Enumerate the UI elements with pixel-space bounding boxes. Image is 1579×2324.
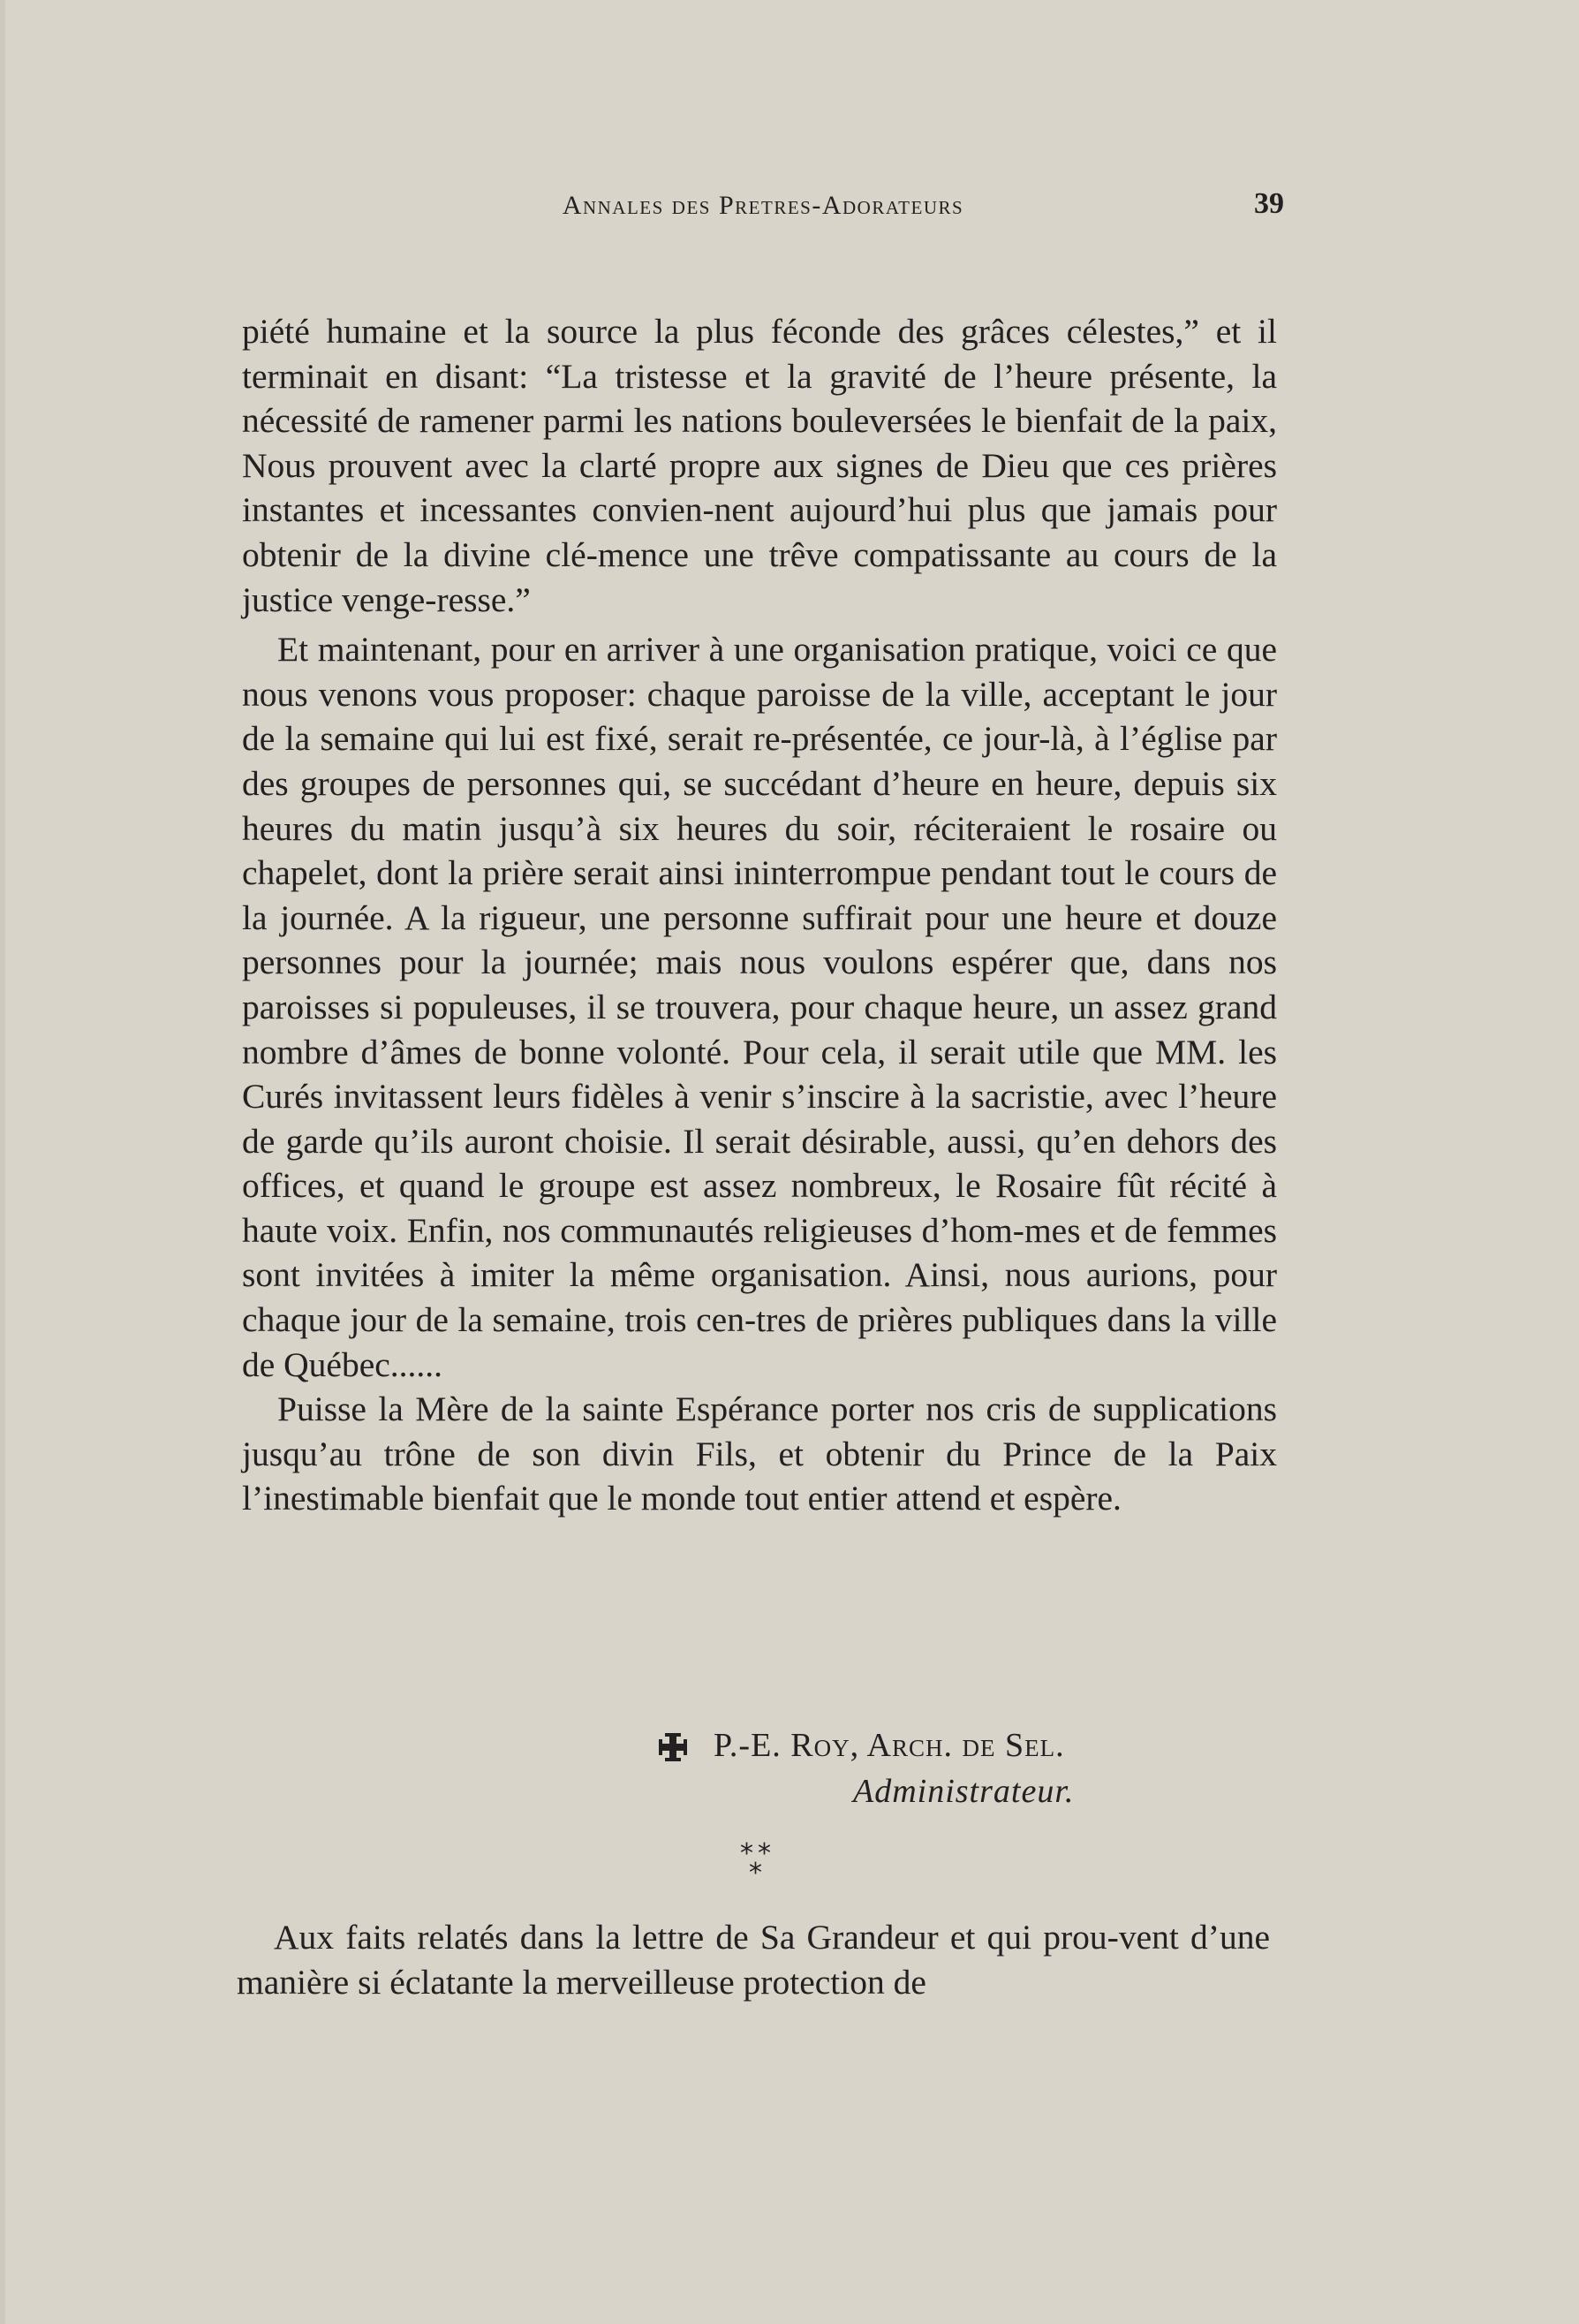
signature-role: Administrateur. (853, 1773, 1075, 1810)
running-head (242, 185, 1284, 230)
cross-icon (657, 1730, 689, 1761)
final-text (237, 1915, 1270, 2005)
page-number: 39 (1254, 187, 1284, 220)
svg-text:*: * (749, 1858, 762, 1889)
paragraph-prayer: Puisse la Mère de la sainte Espérance porter nos cris de supplications jusqu’au trône de son divin Fils, et obtenir du Prince de la Paix l’inestimable bienfait que le monde tout entier attend et espère. (242, 1389, 1277, 1518)
asterism-icon (729, 1839, 782, 1892)
running-title: Annales des Pretres-Adorateurs (562, 191, 964, 220)
signature-name: P.-E. Roy, Arch. de Sel. (714, 1727, 1065, 1764)
body-text (242, 309, 1277, 1521)
svg-text:*: * (758, 1839, 771, 1869)
svg-text:*: * (740, 1839, 753, 1869)
signature-block (657, 1722, 1275, 1814)
paragraph-final: Aux faits relatés dans la lettre de Sa Grandeur et qui prou-vent d’une manière si éclatante la merveilleuse protection de (237, 1918, 1270, 2002)
paragraph-quote-end: piété humaine et la source la plus féconde des grâces célestes,” et il terminait en disant: “La tristesse et la gravité de l’heure présente, la nécessité de ramener parmi les nations bouleversées le bienfait de la paix, Nous prouvent avec la clarté propre aux signes de Dieu que ces prières instantes et incessantes convien-nent aujourd’hui plus que jamais pour obtenir de la divine clé-mence une trêve compatissante au cours de la justice venge-resse.” (242, 312, 1277, 619)
signature-line (657, 1722, 1275, 1768)
paragraph-organisation: Et maintenant, pour en arriver à une organisation pratique, voici ce que nous venons vous proposer: chaque paroisse de la ville, acceptant le jour de la semaine qui lui est fixé, serait re-présentée, ce jour-là, à l’église par des groupes de personnes qui, se succédant d’heure en heure, depuis six heures du matin jusqu’à six heures du soir, réciteraient le rosaire ou chapelet, dont la prière serait ainsi ininterrompue pendant tout le cours de la journée. A la rigueur, une personne suffirait pour une heure et douze personnes pour la journée; mais nous voulons espérer que, dans nos paroisses si populeuses, il se trouvera, pour chaque heure, un assez grand nombre d’âmes de bonne volonté. Pour cela, il serait utile que MM. les Curés invitassent leurs fidèles à venir s’inscire à la sacristie, avec l’heure de garde qu’ils auront choisie. Il serait désirable, aussi, qu’en dehors des offices, et quand le groupe est assez nombreux, le Rosaire fût récité à haute voix. Enfin, nos communautés religieuses d’hom-mes et de femmes sont invitées à imiter la même organisation. Ainsi, nous aurions, pour chaque jour de la semaine, trois cen-tres de prières publiques dans la ville de Québec...... (242, 630, 1277, 1384)
